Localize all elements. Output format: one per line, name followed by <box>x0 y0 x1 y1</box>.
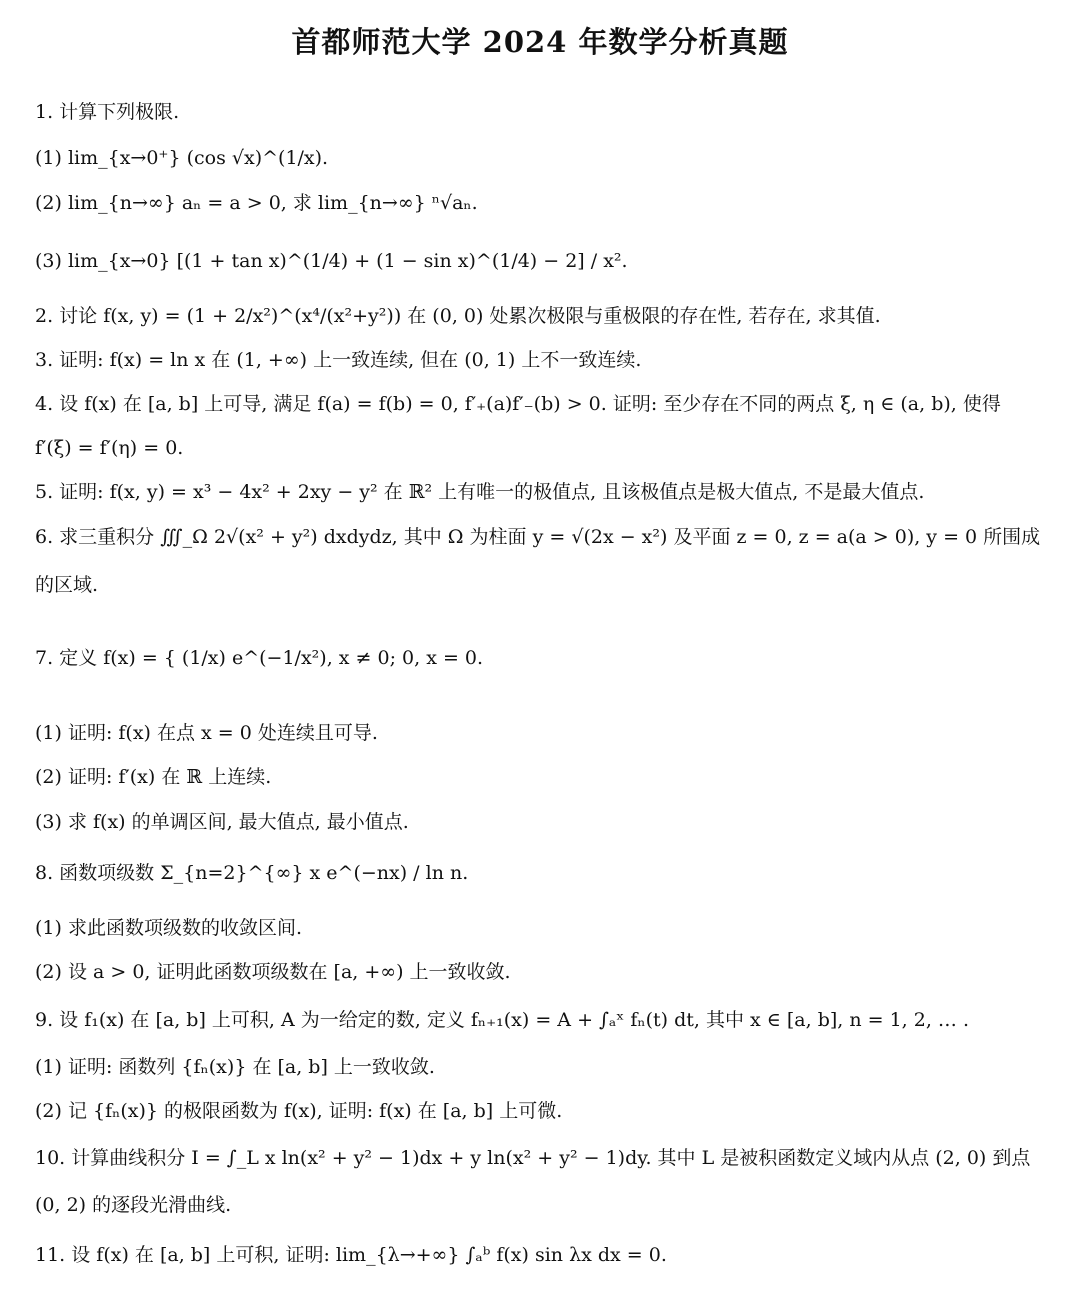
problem-10-cont: (0, 2) 的逐段光滑曲线. <box>35 1194 232 1216</box>
problem-7: 7. 定义 f(x) = { (1/x) e^(−1/x²), x ≠ 0; 0, x = 0. <box>35 647 484 669</box>
problem-1-part-1: (1) lim_{x→0⁺} (cos √x)^(1/x). <box>35 147 329 169</box>
problem-3: 3. 证明: f(x) = ln x 在 (1, +∞) 上一致连续, 但在 (0, 1) 上不一致连续. <box>35 349 642 371</box>
problem-7-part-1: (1) 证明: f(x) 在点 x = 0 处连续且可导. <box>35 722 378 744</box>
problem-9-part-1: (1) 证明: 函数列 {fₙ(x)} 在 [a, b] 上一致收敛. <box>35 1056 435 1078</box>
problem-1-part-3: (3) lim_{x→0} [(1 + tan x)^(1/4) + (1 − sin x)^(1/4) − 2] / x². <box>35 250 628 272</box>
problem-11: 11. 设 f(x) 在 [a, b] 上可积, 证明: lim_{λ→+∞} ∫ₐᵇ f(x) sin λx dx = 0. <box>35 1244 667 1266</box>
problem-8: 8. 函数项级数 Σ_{n=2}^{∞} x e^(−nx) / ln n. <box>35 862 469 884</box>
problem-4-cont: f′(ξ) = f′(η) = 0. <box>35 437 184 459</box>
problem-4: 4. 设 f(x) 在 [a, b] 上可导, 满足 f(a) = f(b) = 0, f′₊(a)f′₋(b) > 0. 证明: 至少存在不同的两点 ξ, η ∈ (a, b), 使得 <box>35 393 1001 415</box>
problem-5: 5. 证明: f(x, y) = x³ − 4x² + 2xy − y² 在 ℝ² 上有唯一的极值点, 且该极值点是极大值点, 不是最大值点. <box>35 481 925 503</box>
problem-9-part-2: (2) 记 {fₙ(x)} 的极限函数为 f(x), 证明: f(x) 在 [a, b] 上可微. <box>35 1100 563 1122</box>
problem-6-cont: 的区域. <box>35 574 99 596</box>
problem-2: 2. 讨论 f(x, y) = (1 + 2/x²)^(x⁴/(x²+y²)) 在 (0, 0) 处累次极限与重极限的存在性, 若存在, 求其值. <box>35 305 881 327</box>
problem-1-part-2: (2) lim_{n→∞} aₙ = a > 0, 求 lim_{n→∞} ⁿ√aₙ. <box>35 192 478 214</box>
problem-7-part-2: (2) 证明: f′(x) 在 ℝ 上连续. <box>35 766 272 788</box>
problem-1: 1. 计算下列极限. <box>35 101 180 123</box>
problem-10: 10. 计算曲线积分 I = ∫_L x ln(x² + y² − 1)dx + y ln(x² + y² − 1)dy. 其中 L 是被积函数定义域内从点 (2, 0) 到点 <box>35 1147 1031 1169</box>
problem-9: 9. 设 f₁(x) 在 [a, b] 上可积, A 为一给定的数, 定义 fₙ₊₁(x) = A + ∫ₐˣ fₙ(t) dt, 其中 x ∈ [a, b], n = 1, 2, … . <box>35 1009 969 1031</box>
problem-8-part-1: (1) 求此函数项级数的收敛区间. <box>35 917 302 939</box>
problem-6: 6. 求三重积分 ∭_Ω 2√(x² + y²) dxdydz, 其中 Ω 为柱面 y = √(2x − x²) 及平面 z = 0, z = a(a > 0), y = 0 所围成 <box>35 526 1041 548</box>
problem-7-part-3: (3) 求 f(x) 的单调区间, 最大值点, 最小值点. <box>35 811 409 833</box>
problem-8-part-2: (2) 设 a > 0, 证明此函数项级数在 [a, +∞) 上一致收敛. <box>35 961 511 983</box>
page-title: 首都师范大学 2024 年数学分析真题 <box>291 25 789 59</box>
